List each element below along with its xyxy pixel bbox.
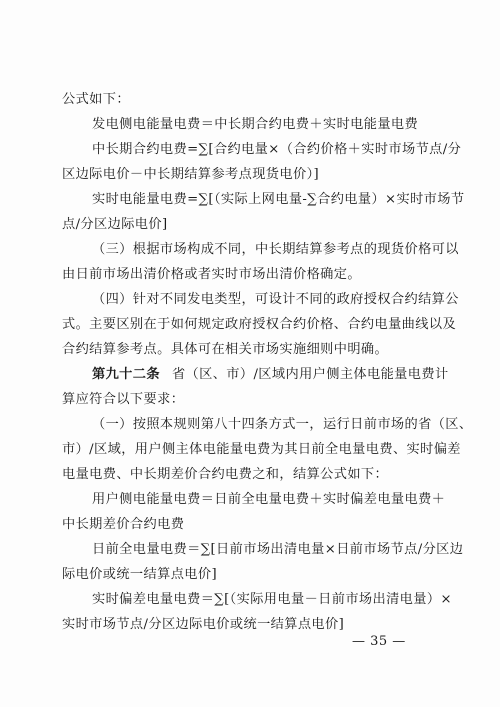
body-line: 际电价或统一结算点电价] (62, 567, 218, 582)
body-line: 用户侧电能量电费＝日前全电量电费＋实时偏差电量电费＋ (92, 492, 446, 507)
body-line: 由日前市场出清价格或者实时市场出清价格确定。 (62, 267, 361, 282)
body-line: 合约结算参考点。具体可在相关市场实施细则中明确。 (62, 342, 389, 357)
body-line: 电量电费、中长期差价合约电费之和，结算公式如下： (62, 467, 389, 482)
body-line: 点/分区边际电价] (62, 217, 168, 232)
body-line: 算应符合以下要求： (62, 392, 185, 407)
article-line (92, 367, 449, 383)
body-line: （一）按照本规则第八十四条方式一，运行日前市场的省（区、 (92, 417, 473, 432)
body-line: 中长期合约电费=∑[合约电量×（合约价格＋实时市场节点/分 (92, 142, 462, 157)
article-heading: 第九十二条 (92, 367, 160, 382)
body-line: 公式如下： (62, 92, 130, 107)
body-line: 实时偏差电量电费＝∑[（实际用电量－日前市场出清电量）× (92, 592, 452, 607)
body-line: 区边际电价－中长期结算参考点现货电价）] (62, 167, 320, 182)
body-line: （三）根据市场构成不同，中长期结算参考点的现货价格可以 (92, 242, 459, 257)
body-line: 市）/区域，用户侧主体电能量电费为其日前全电量电费、实时偏差 (62, 442, 461, 457)
article-text: 省（区、市）/区域内用户侧主体电能量电费计 (171, 367, 449, 382)
body-line: 实时市场节点/分区边际电价或统一结算点电价] (62, 617, 345, 632)
body-line: 日前全电量电费＝∑[日前市场出清电量×日前市场节点/分区边 (92, 542, 464, 557)
body-line: （四）针对不同发电类型，可设计不同的政府授权合约结算公 (92, 292, 459, 307)
body-line: 式。主要区别在于如何规定政府授权合约价格、合约电量曲线以及 (62, 317, 457, 332)
body-line: 中长期差价合约电费 (62, 517, 185, 532)
body-line: 实时电能量电费=∑[（实际上网电量-∑合约电量）×实时市场节 (92, 192, 465, 207)
page-number: — 35 — (352, 634, 406, 649)
body-line: 发电侧电能量电费＝中长期合约电费＋实时电能量电费 (92, 117, 419, 132)
